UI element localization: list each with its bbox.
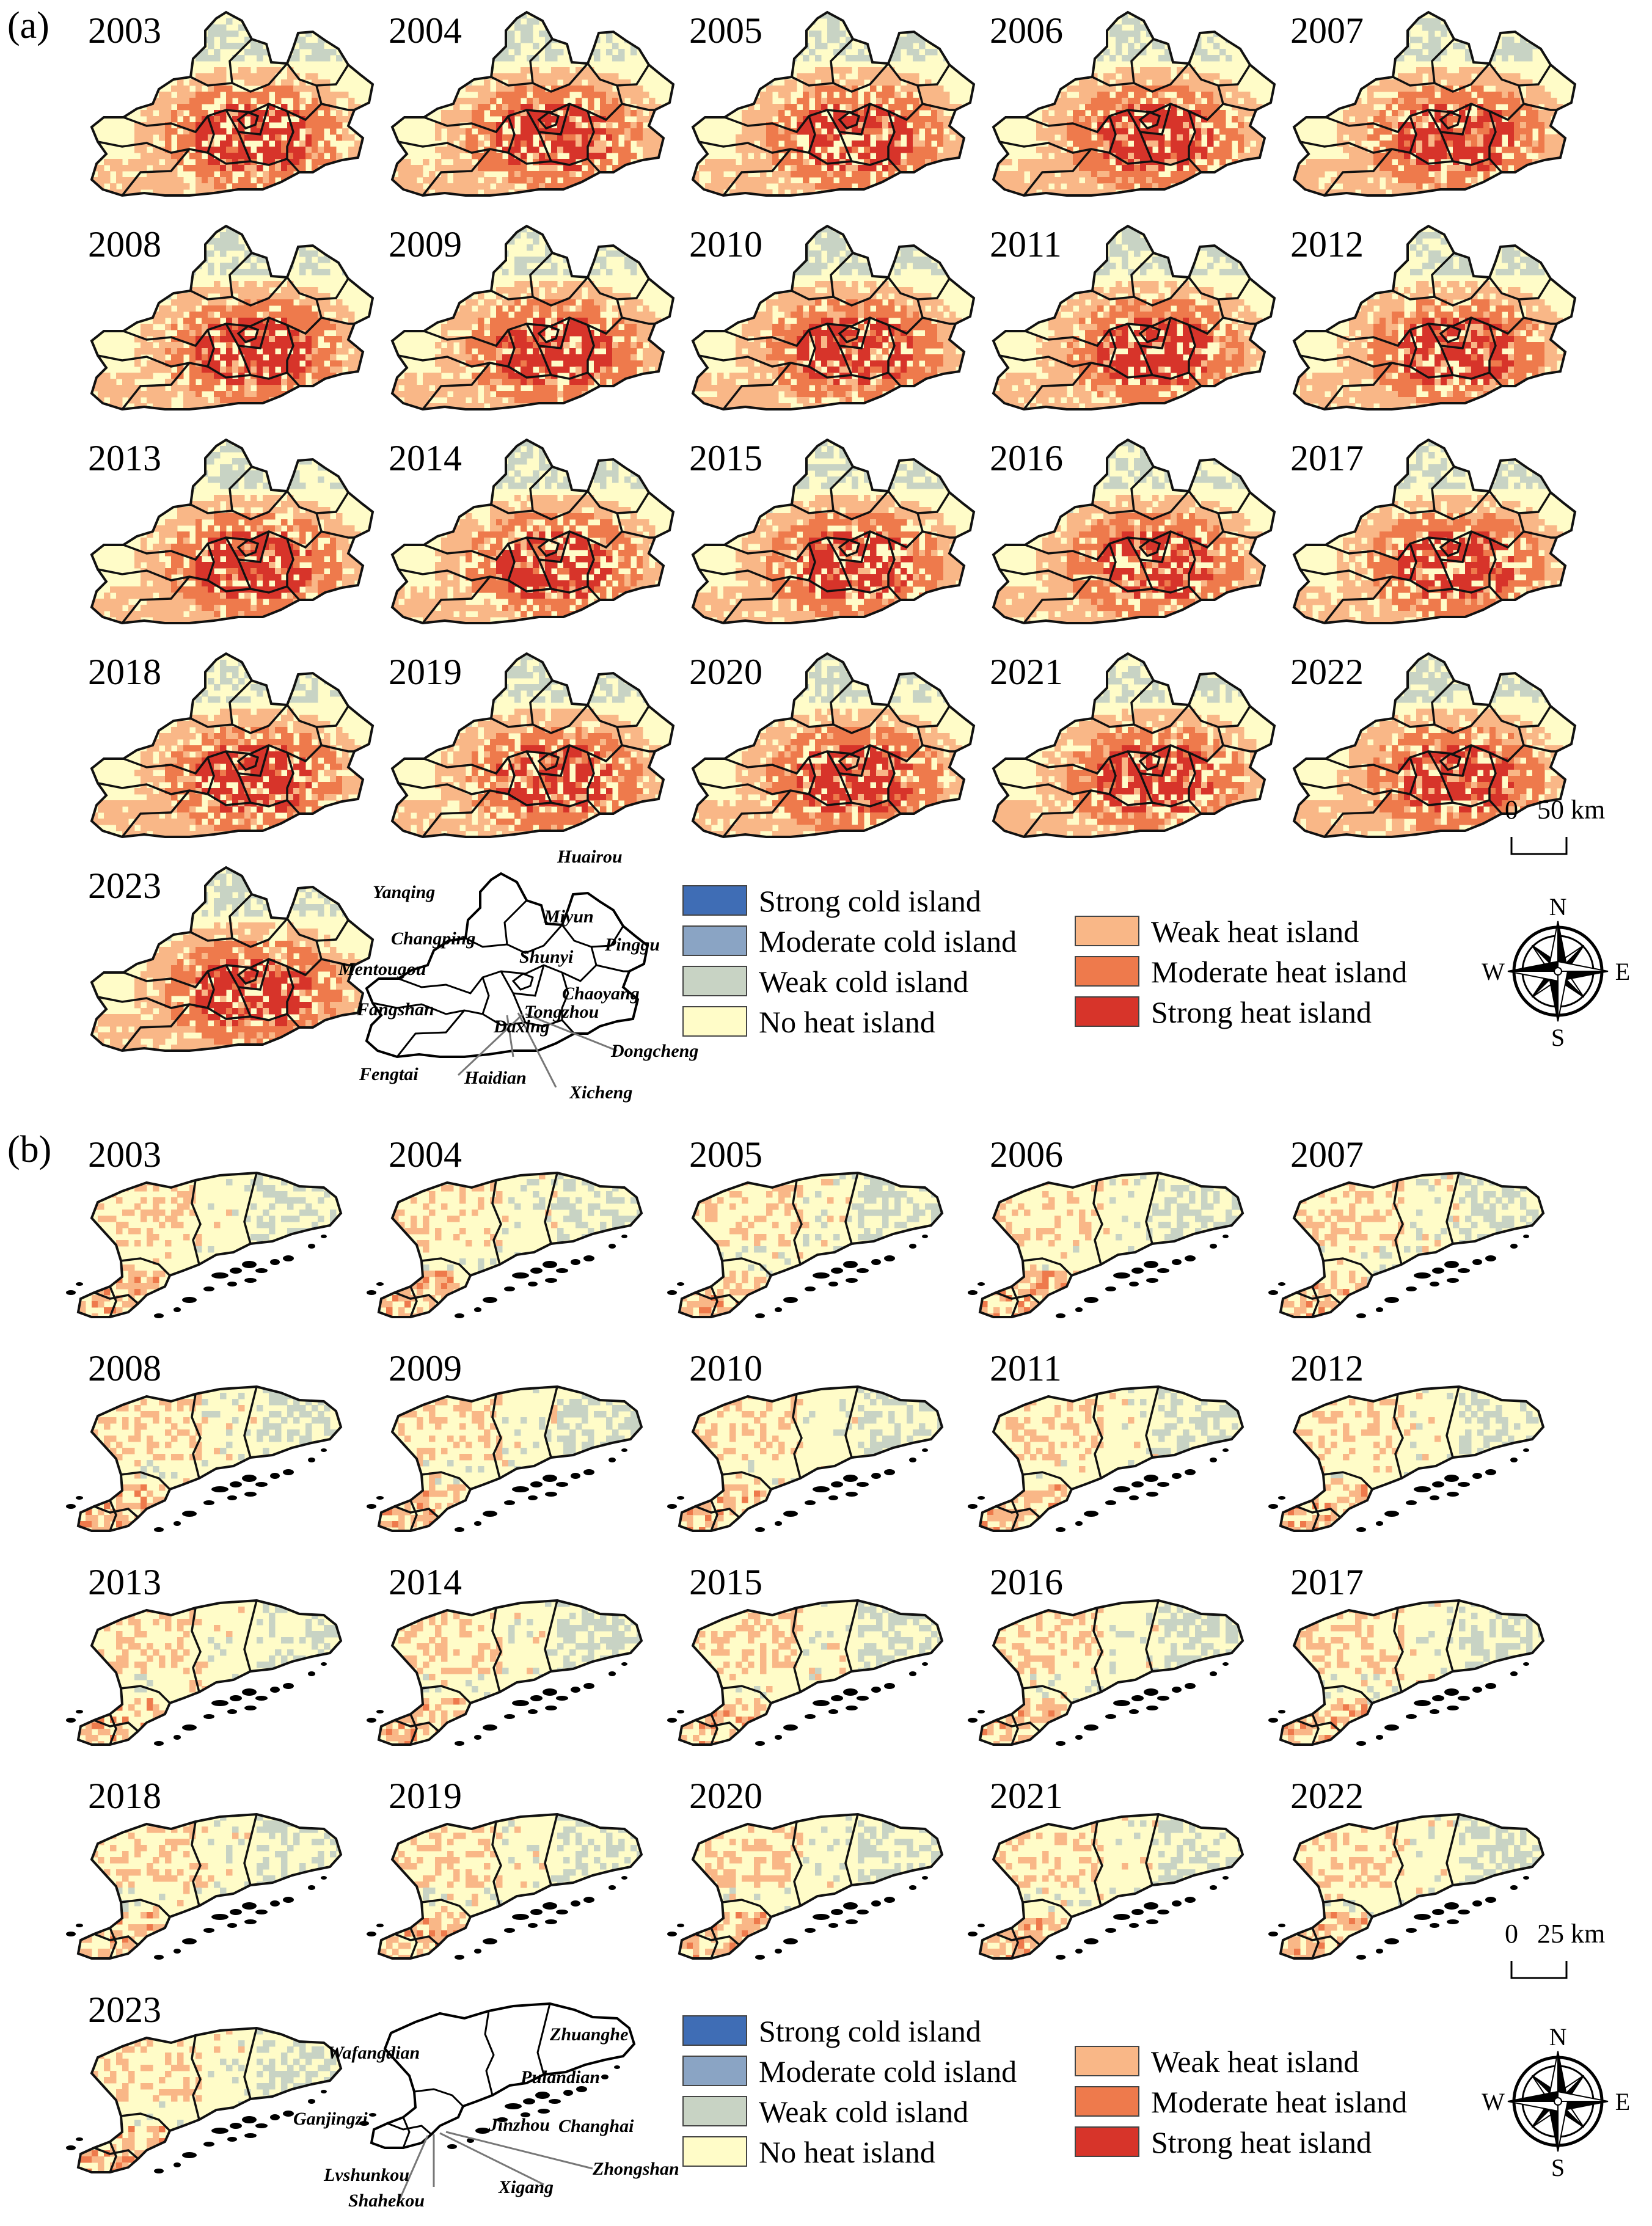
legend-item	[1075, 914, 1359, 949]
legend-item	[1075, 2045, 1359, 2079]
year-label: 2020	[689, 1776, 762, 1816]
year-label: 2012	[1290, 1348, 1364, 1389]
map-2010	[687, 224, 974, 410]
map-2018	[66, 1776, 343, 1961]
year-label: 2007	[1290, 1134, 1364, 1175]
year-label: 2009	[389, 224, 462, 265]
year-label: 2011	[990, 224, 1062, 265]
map-2017	[1288, 438, 1576, 624]
legend-label: Weak cold island	[759, 2095, 968, 2129]
district-label: Ganjingzi	[293, 2109, 368, 2129]
map-2007	[1288, 10, 1576, 196]
year-label: 2005	[689, 10, 762, 51]
year-label: 2016	[990, 438, 1063, 478]
legend-label: Moderate cold island	[759, 2054, 1017, 2089]
legend-swatch	[1075, 2046, 1139, 2076]
legend-item	[683, 2014, 981, 2048]
legend-swatch	[1075, 2127, 1139, 2156]
legend-item	[683, 2054, 1017, 2089]
compass-w-label: W	[1482, 2088, 1505, 2115]
year-label: 2015	[689, 438, 762, 478]
map-2003	[86, 10, 373, 196]
map-2005	[667, 1134, 944, 1320]
district-label: Xicheng	[569, 1082, 632, 1103]
map-2012	[1268, 1348, 1545, 1534]
legend-item	[1075, 995, 1372, 1029]
district-label: Yanqing	[373, 882, 435, 902]
year-label: 2008	[88, 224, 161, 265]
map-2008	[66, 1348, 343, 1534]
map-2020	[667, 1776, 944, 1961]
district-label: Mentougou	[338, 959, 426, 979]
district-key-map	[338, 847, 698, 1103]
legend-swatch	[683, 926, 747, 955]
legend-label: Strong heat island	[1151, 995, 1372, 1029]
district-label: Huairou	[557, 847, 623, 867]
map-2014	[386, 438, 674, 624]
north-arrow	[1482, 893, 1630, 1051]
map-2014	[367, 1562, 643, 1748]
district-label: Xigang	[498, 2177, 554, 2197]
district-label: Jinzhou	[488, 2115, 550, 2135]
year-label: 2020	[689, 652, 762, 692]
district-label: Fengtai	[359, 1064, 418, 1084]
district-key-map	[293, 2004, 679, 2211]
district-label: Shunyi	[519, 947, 574, 967]
compass-s-label: S	[1551, 2154, 1565, 2181]
map-2017	[1268, 1562, 1545, 1748]
legend-label: Weak cold island	[759, 965, 968, 999]
compass-e-label: E	[1615, 2088, 1630, 2115]
legend-label: Moderate cold island	[759, 924, 1017, 958]
year-label: 2023	[88, 866, 161, 906]
legend-swatch	[683, 1007, 747, 1036]
compass-n-label: N	[1549, 893, 1567, 921]
map-2009	[367, 1348, 643, 1534]
district-label: Lvshunkou	[323, 2165, 409, 2185]
map-2011	[987, 224, 1275, 410]
legend-label: Strong cold island	[759, 884, 981, 918]
legend-item	[683, 965, 968, 999]
district-label: Zhongshan	[592, 2159, 679, 2179]
legend-item	[683, 884, 981, 918]
legend-label: Strong heat island	[1151, 2125, 1372, 2159]
year-label: 2010	[689, 1348, 762, 1389]
map-2004	[386, 10, 674, 196]
map-2016	[968, 1562, 1244, 1748]
year-label: 2005	[689, 1134, 762, 1175]
map-2007	[1268, 1134, 1545, 1320]
map-2021	[987, 652, 1275, 837]
scale-zero-label: 0	[1505, 795, 1518, 825]
district-label: Pinggu	[604, 935, 660, 955]
district-label: Pulandian	[520, 2067, 600, 2087]
legend-swatch	[1075, 957, 1139, 986]
legend-item	[1075, 2125, 1372, 2159]
year-label: 2006	[990, 10, 1063, 51]
year-label: 2015	[689, 1562, 762, 1602]
district-label: Haidian	[464, 1068, 527, 1088]
panel-a	[7, 5, 1630, 1103]
year-label: 2013	[88, 438, 161, 478]
map-2015	[667, 1562, 944, 1748]
legend-label: Strong cold island	[759, 2014, 981, 2048]
district-label: Chaoyang	[562, 983, 640, 1004]
scale-bar	[1505, 1919, 1605, 1978]
legend-item	[683, 924, 1017, 958]
scale-zero-label: 0	[1505, 1919, 1518, 1949]
legend-swatch	[683, 966, 747, 996]
year-label: 2003	[88, 1134, 161, 1175]
year-label: 2022	[1290, 652, 1364, 692]
year-label: 2018	[88, 652, 161, 692]
legend-swatch	[683, 886, 747, 915]
panel-label: (b)	[7, 1129, 51, 1170]
panel-label: (a)	[7, 5, 49, 46]
map-2004	[367, 1134, 643, 1320]
legend-label: No heat island	[759, 2135, 935, 2169]
year-label: 2023	[88, 1990, 161, 2030]
legend-label: No heat island	[759, 1005, 935, 1039]
year-label: 2014	[389, 438, 462, 478]
year-label: 2014	[389, 1562, 462, 1602]
legend-item	[683, 1005, 935, 1039]
year-label: 2017	[1290, 1562, 1364, 1602]
district-label: Zhuanghe	[549, 2024, 628, 2045]
legend-item	[1075, 2085, 1407, 2119]
compass-n-label: N	[1549, 2023, 1567, 2051]
year-label: 2013	[88, 1562, 161, 1602]
north-arrow	[1482, 2023, 1630, 2181]
year-label: 2019	[389, 1776, 462, 1816]
map-2003	[66, 1134, 343, 1320]
year-label: 2003	[88, 10, 161, 51]
legend-item	[683, 2135, 935, 2169]
map-2010	[667, 1348, 944, 1534]
district-label: Changhai	[558, 2116, 634, 2136]
legend-label: Moderate heat island	[1151, 2085, 1407, 2119]
map-2015	[687, 438, 974, 624]
map-2023	[86, 866, 373, 1051]
legend-label: Weak heat island	[1151, 914, 1359, 949]
district-label: Fangshan	[356, 999, 434, 1020]
compass-rose-icon	[1508, 921, 1608, 1021]
year-label: 2019	[389, 652, 462, 692]
map-2022	[1268, 1776, 1545, 1961]
map-2013	[66, 1562, 343, 1748]
legend-swatch	[683, 2016, 747, 2045]
year-label: 2009	[389, 1348, 462, 1389]
map-2008	[86, 224, 373, 410]
map-2006	[987, 10, 1275, 196]
year-label: 2022	[1290, 1776, 1364, 1816]
year-label: 2018	[88, 1776, 161, 1816]
district-label: Miyun	[543, 907, 594, 927]
legend-swatch	[1075, 2087, 1139, 2116]
map-2005	[687, 10, 974, 196]
year-label: 2010	[689, 224, 762, 265]
legend-label: Weak heat island	[1151, 2045, 1359, 2079]
map-2019	[367, 1776, 643, 1961]
legend-swatch	[683, 2096, 747, 2126]
map-2006	[968, 1134, 1244, 1320]
legend-swatch	[683, 2137, 747, 2166]
year-label: 2021	[990, 1776, 1063, 1816]
map-2012	[1288, 224, 1576, 410]
district-label: Wafangdian	[327, 2043, 420, 2063]
panel-b	[7, 1129, 1630, 2211]
district-label: Tongzhou	[524, 1002, 599, 1022]
map-2020	[687, 652, 974, 837]
year-label: 2016	[990, 1562, 1063, 1602]
map-2022	[1288, 652, 1576, 837]
compass-s-label: S	[1551, 1024, 1565, 1051]
year-label: 2021	[990, 652, 1063, 692]
compass-rose-icon	[1508, 2051, 1608, 2151]
district-label: Shahekou	[348, 2191, 425, 2211]
legend-item	[1075, 955, 1407, 989]
district-label: Daxing	[493, 1016, 550, 1037]
legend-swatch	[683, 2056, 747, 2086]
year-label: 2011	[990, 1348, 1062, 1389]
map-2013	[86, 438, 373, 624]
year-label: 2004	[389, 10, 462, 51]
map-2023	[66, 1990, 343, 2175]
district-label: Dongcheng	[610, 1041, 698, 1061]
scale-distance-label: 50 km	[1537, 795, 1605, 825]
year-label: 2007	[1290, 10, 1364, 51]
map-2009	[386, 224, 674, 410]
district-label: Changping	[391, 929, 475, 949]
legend-label: Moderate heat island	[1151, 955, 1407, 989]
legend-swatch	[1075, 916, 1139, 946]
year-label: 2017	[1290, 438, 1364, 478]
legend-item	[683, 2095, 968, 2129]
map-2011	[968, 1348, 1244, 1534]
compass-e-label: E	[1615, 958, 1630, 985]
map-2019	[386, 652, 674, 837]
year-label: 2012	[1290, 224, 1364, 265]
year-label: 2008	[88, 1348, 161, 1389]
compass-w-label: W	[1482, 958, 1505, 985]
map-2018	[86, 652, 373, 837]
map-2016	[987, 438, 1275, 624]
legend-swatch	[1075, 997, 1139, 1026]
year-label: 2006	[990, 1134, 1063, 1175]
map-2021	[968, 1776, 1244, 1961]
scale-distance-label: 25 km	[1537, 1919, 1605, 1949]
year-label: 2004	[389, 1134, 462, 1175]
